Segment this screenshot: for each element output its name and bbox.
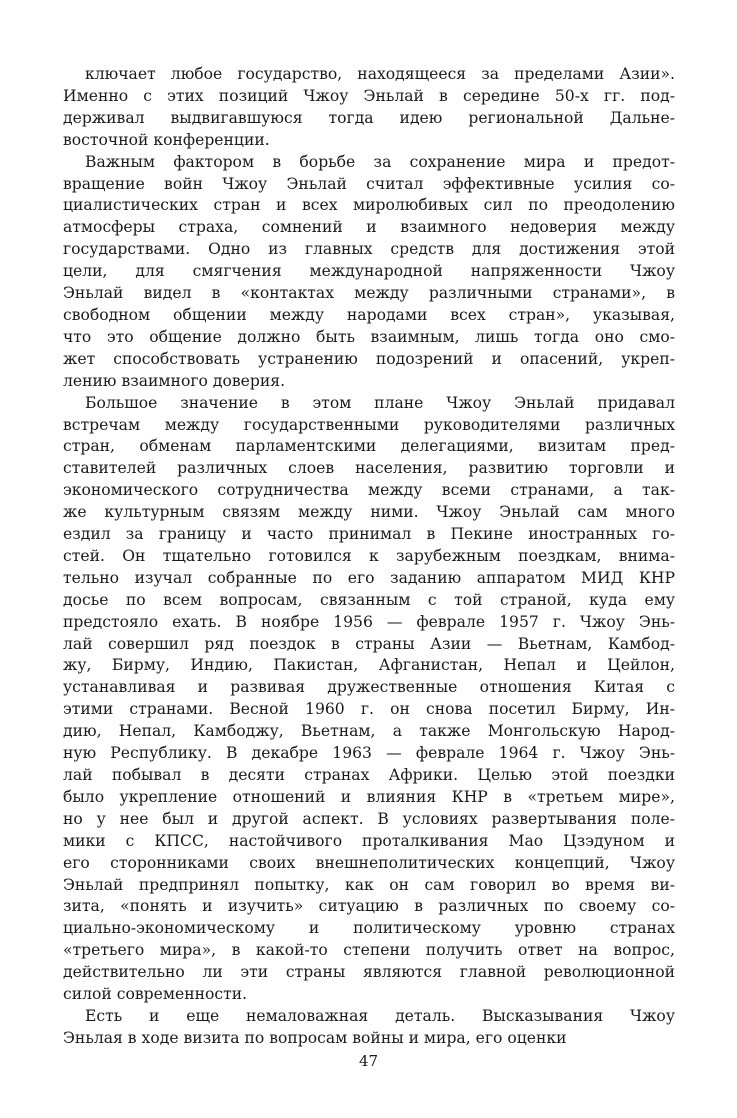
text-line: Эньлай предпринял попытку, как он сам говорил во время ви- [63, 875, 675, 894]
paragraph [63, 393, 675, 1006]
text-line: тельно изучал собранные по его заданию аппаратом МИД КНР [63, 568, 675, 587]
text-line: его сторонниками своих внешнеполитических концепций, Чжоу [63, 853, 675, 872]
paragraph [63, 64, 675, 152]
text-line: «третьего мира», в какой-то степени получить ответ на вопрос, [63, 941, 675, 960]
text-line: лению взаимного доверия. [63, 371, 286, 390]
text-line: ключает любое государство, находящееся за пределами Азии». [85, 65, 675, 83]
text-line: государствами. Одно из главных средств для достижения этой [63, 240, 675, 259]
text-line: циалистических стран и всех миролюбивых сил по преодолению [63, 196, 675, 215]
text-line: Важным фактором в борьбе за сохранение мира и предот- [85, 152, 675, 171]
text-line: Есть и еще немаловажная деталь. Высказывания Чжоу [85, 1006, 675, 1025]
text-line: держивал выдвигавшуюся тогда идею региональной Дальне- [63, 108, 675, 127]
paragraph [63, 152, 675, 393]
text-line: зита, «понять и изучить» ситуацию в различных по своему со- [63, 897, 675, 916]
page-number: 47 [358, 1052, 379, 1070]
text-line: жу, Бирму, Индию, Пакистан, Афганистан, Непал и Цейлон, [63, 656, 675, 675]
text-line: было укрепление отношений и влияния КНР в «третьем мире», [63, 787, 675, 806]
text-line: же культурным связям между ними. Чжоу Эньлай сам много [63, 503, 675, 522]
text-line: действительно ли эти страны являются главной революционной [63, 963, 675, 982]
text-line: досье по всем вопросам, связанным с той страной, куда ему [63, 590, 675, 609]
text-line: Эньлай видел в «контактах между различными странами», в [63, 284, 675, 303]
text-line: атмосферы страха, сомнений и взаимного недоверия между [63, 218, 675, 237]
text-line: стран, обменам парламентскими делегациями, визитам пред- [63, 437, 675, 456]
paragraph [63, 1006, 675, 1050]
text-line: свободном общении между народами всех стран», указывая, [63, 305, 675, 324]
text-line: этими странами. Весной 1960 г. он снова посетил Бирму, Ин- [63, 700, 675, 719]
text-line: устанавливая и развивая дружественные отношения Китая с [63, 678, 675, 697]
text-line: ную Республику. В декабре 1963 — феврале 1964 г. Чжоу Энь- [63, 744, 675, 763]
text-line: ездил за границу и часто принимал в Пекине иностранных го- [63, 525, 675, 544]
text-line: вращение войн Чжоу Эньлай считал эффективные усилия со- [63, 174, 675, 193]
text-line: что это общение должно быть взаимным, лишь тогда оно смо- [63, 327, 675, 346]
text-line: восточной конференции. [63, 130, 270, 149]
page-body [63, 64, 675, 1050]
text-line: Эньлая в ходе визита по вопросам войны и мира, его оценки [63, 1028, 567, 1047]
text-line: циально-экономическому и политическому уровню странах [63, 919, 675, 938]
text-line: ставителей различных слоев населения, развитию торговли и [63, 459, 675, 478]
text-line: Именно с этих позиций Чжоу Эньлай в середине 50-х гг. под- [63, 86, 675, 105]
text-line: силой современности. [63, 985, 248, 1004]
text-line: Большое значение в этом плане Чжоу Эньлай придавал [85, 393, 675, 412]
text-line: встречам между государственными руководителями различных [63, 415, 675, 434]
text-line: дию, Непал, Камбоджу, Вьетнам, а также Монгольскую Народ- [63, 722, 675, 741]
text-line: предстояло ехать. В ноябре 1956 — феврале 1957 г. Чжоу Энь- [63, 612, 675, 631]
text-line: стей. Он тщательно готовился к зарубежным поездкам, внима- [63, 546, 675, 565]
text-line: лай совершил ряд поездок в страны Азии — Вьетнам, Камбод- [63, 634, 675, 653]
text-line: но у нее был и другой аспект. В условиях развертывания поле- [63, 809, 675, 828]
text-line: лай побывал в десяти странах Африки. Целью этой поездки [63, 766, 675, 784]
text-line: мики с КПСС, настойчивого проталкивания Мао Цзэдуном и [63, 831, 675, 850]
text-line: экономического сотрудничества между всеми странами, а так- [63, 481, 675, 500]
text-line: цели, для смягчения международной напряженности Чжоу [63, 262, 675, 281]
text-line: жет способствовать устранению подозрений и опасений, укреп- [63, 349, 675, 368]
